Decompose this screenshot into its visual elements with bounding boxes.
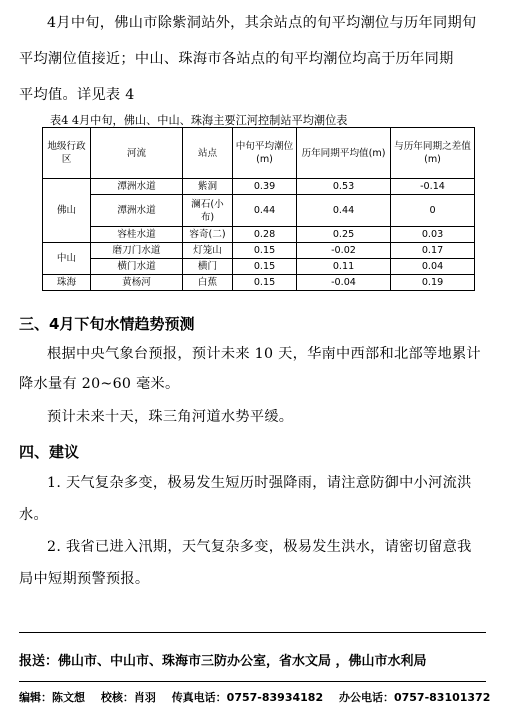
diff-cell: -0.14 <box>391 179 475 195</box>
diff-cell: 0 <box>391 195 475 227</box>
station-cell: 横门 <box>183 259 233 275</box>
hist-cell: -0.02 <box>297 243 391 259</box>
river-cell: 黄杨河 <box>91 275 183 291</box>
hist-cell: -0.04 <box>297 275 391 291</box>
header-diff: 与历年同期之差值(m) <box>391 128 475 179</box>
river-cell: 潭洲水道 <box>91 179 183 195</box>
diff-cell: 0.04 <box>391 259 475 275</box>
river-cell: 磨刀门水道 <box>91 243 183 259</box>
editor: 编辑：陈文想 <box>19 691 85 704</box>
header-river: 河流 <box>91 128 183 179</box>
table-row <box>43 243 475 259</box>
section-4-p1-line-2: 水。 <box>19 507 48 523</box>
send-to-line: 报送：佛山市、中山市、珠海市三防办公室，省水文局 ，佛山市水利局 <box>19 654 427 669</box>
office-phone: 办公电话：0757-83101372 <box>338 691 491 704</box>
table-row <box>43 275 475 291</box>
footer-divider-bottom <box>19 681 486 682</box>
section-3-p1-line-2: 降水量有 20~60 毫米。 <box>19 376 180 392</box>
section-3-p2: 预计未来十天，珠三角河道水势平缓。 <box>47 409 294 425</box>
header-avg: 中旬平均潮位(m) <box>233 128 297 179</box>
section-4-p2-line-1: 2. 我省已进入汛期，天气复杂多变，极易发生洪水，请密切留意我 <box>47 539 472 555</box>
intro-line-2: 平均潮位值接近；中山、珠海市各站点的旬平均潮位均高于历年同期 <box>19 51 454 67</box>
avg-cell: 0.44 <box>233 195 297 227</box>
region-cell: 佛山 <box>43 179 91 243</box>
intro-line-3: 平均值。详见表 4 <box>19 87 135 103</box>
diff-cell: 0.17 <box>391 243 475 259</box>
reviewer: 校核：肖羽 <box>100 691 156 704</box>
station-cell: 灯笼山 <box>183 243 233 259</box>
hist-cell: 0.25 <box>297 227 391 243</box>
header-hist: 历年同期平均值(m) <box>297 128 391 179</box>
section-3-heading: 三、4月下旬水情趋势预测 <box>19 315 195 333</box>
hist-cell: 0.44 <box>297 195 391 227</box>
station-cell: 白蕉 <box>183 275 233 291</box>
table-row <box>43 259 475 275</box>
avg-cell: 0.15 <box>233 243 297 259</box>
intro-line-1: 4月中旬，佛山市除紫洞站外，其余站点的旬平均潮位与历年同期旬 <box>47 15 477 31</box>
fax-number: 传真电话：0757-83934182 <box>171 691 324 704</box>
tide-table <box>42 127 475 291</box>
header-station: 站点 <box>183 128 233 179</box>
table-row <box>43 179 475 195</box>
avg-cell: 0.15 <box>233 259 297 275</box>
avg-cell: 0.28 <box>233 227 297 243</box>
station-cell: 紫洞 <box>183 179 233 195</box>
table-row <box>43 227 475 243</box>
station-cell: 容奇(二) <box>183 227 233 243</box>
section-4-p1-line-1: 1. 天气复杂多变，极易发生短历时强降雨，请注意防御中小河流洪 <box>47 475 472 491</box>
diff-cell: 0.19 <box>391 275 475 291</box>
table-caption: 表4 4月中旬，佛山、中山、珠海主要江河控制站平均潮位表 <box>50 114 348 127</box>
region-cell: 中山 <box>43 243 91 275</box>
section-4-heading: 四、建议 <box>19 443 80 461</box>
diff-cell: 0.03 <box>391 227 475 243</box>
avg-cell: 0.15 <box>233 275 297 291</box>
river-cell: 横门水道 <box>91 259 183 275</box>
hist-cell: 0.53 <box>297 179 391 195</box>
section-4-p2-line-2: 局中短期预警预报。 <box>19 571 150 587</box>
river-cell: 潭洲水道 <box>91 195 183 227</box>
hist-cell: 0.11 <box>297 259 391 275</box>
region-cell: 珠海 <box>43 275 91 291</box>
station-cell: 澜石(小布) <box>183 195 233 227</box>
editor-line <box>19 689 502 705</box>
table-header-row <box>43 128 475 179</box>
table-row <box>43 195 475 227</box>
river-cell: 容桂水道 <box>91 227 183 243</box>
avg-cell: 0.39 <box>233 179 297 195</box>
footer-divider-top <box>19 632 486 633</box>
section-3-p1-line-1: 根据中央气象台预报，预计未来 10 天，华南中西部和北部等地累计 <box>47 346 481 362</box>
header-region: 地级行政区 <box>43 128 91 179</box>
